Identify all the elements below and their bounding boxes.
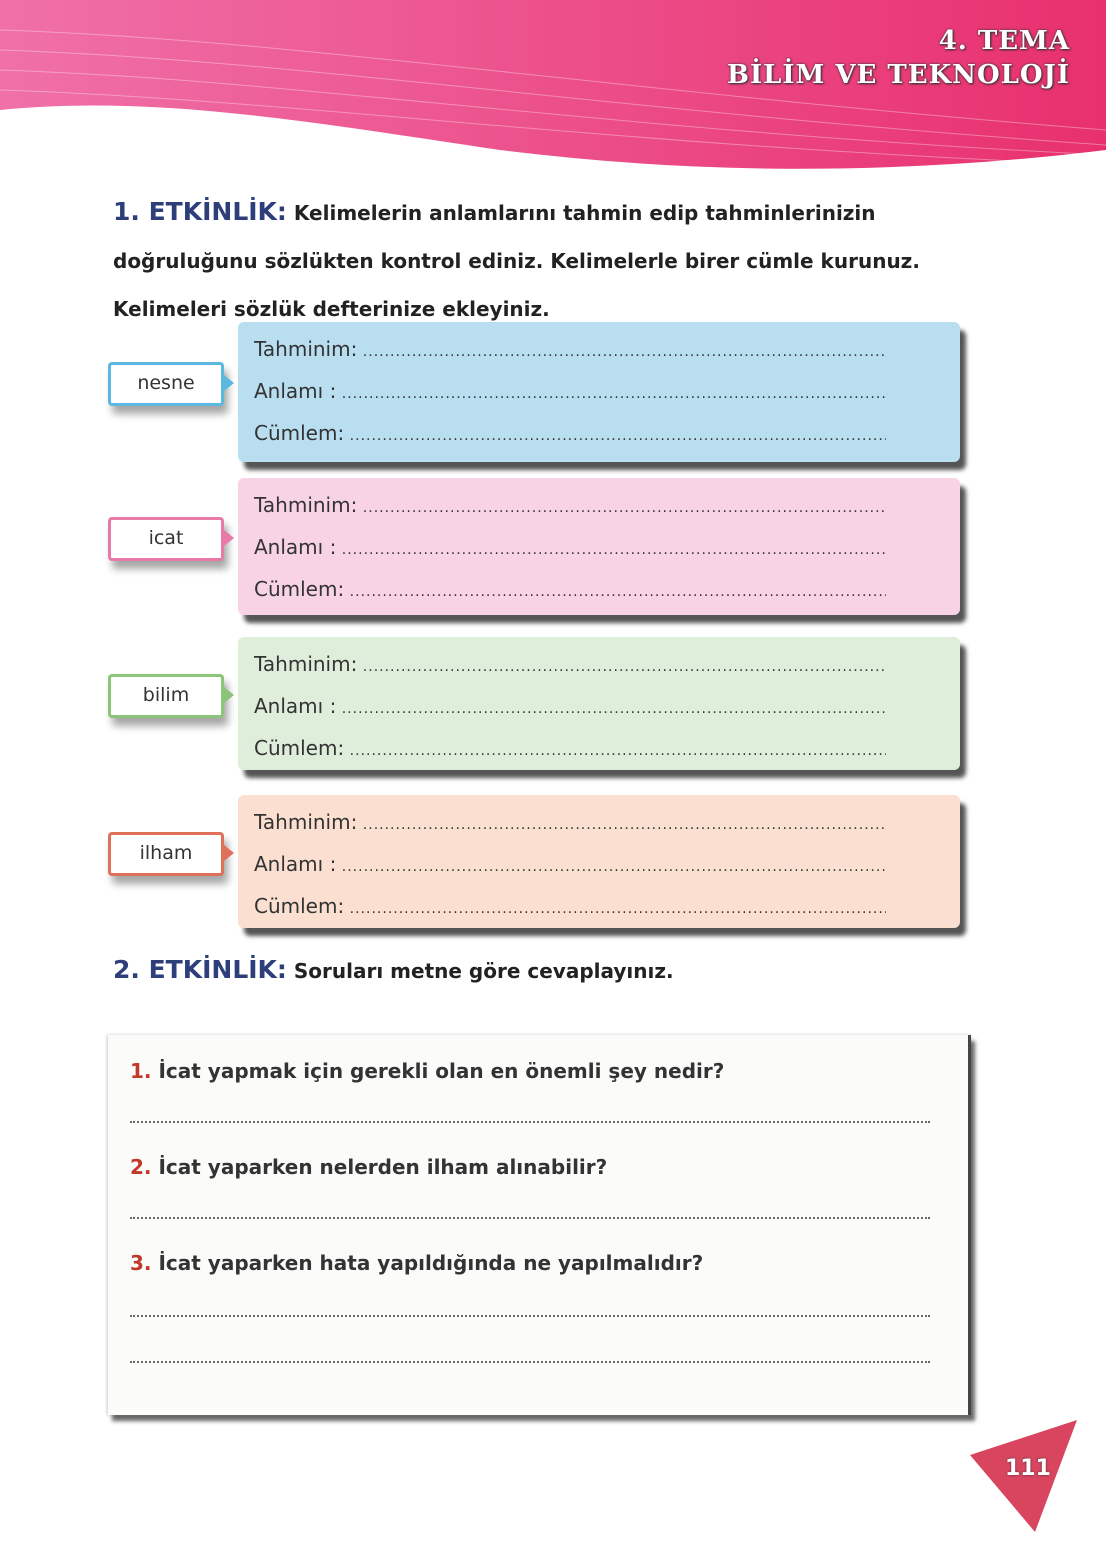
- answer-line-1[interactable]: [130, 1121, 930, 1123]
- meaning-field[interactable]: Anlamı : .....: [254, 843, 886, 885]
- guess-field[interactable]: Tahminim: .....: [254, 643, 886, 685]
- theme-heading: [727, 24, 1070, 92]
- word-box: [238, 322, 960, 462]
- activity1-text: Kelimelerin anlamlarını tahmin edip tahminlerinizin doğruluğunu sözlükten kontrol ediniz. Kelimelerle birer cümle kurunuz. Kelimeleri sözlük defterinize ekleyiniz.: [113, 201, 920, 321]
- word-tag: bilim: [108, 674, 224, 718]
- meaning-field[interactable]: Anlamı : .....: [254, 526, 886, 568]
- sentence-field[interactable]: Cümlem: .....: [254, 412, 886, 454]
- word-row-ilham: [108, 795, 978, 928]
- answer-line-4[interactable]: [130, 1361, 930, 1363]
- activity2-label: 2. ETKİNLİK:: [113, 955, 287, 984]
- word-box: [238, 637, 960, 770]
- answer-line-3[interactable]: [130, 1315, 930, 1317]
- word-box: [238, 478, 960, 615]
- meaning-field[interactable]: Anlamı : .....: [254, 370, 886, 412]
- word-tag: icat: [108, 517, 224, 561]
- questions-box: [108, 1035, 971, 1415]
- sentence-field[interactable]: Cümlem: .....: [254, 727, 886, 769]
- word-row-nesne: [108, 322, 978, 462]
- meaning-field[interactable]: Anlamı : .....: [254, 685, 886, 727]
- word-row-bilim: [108, 637, 978, 770]
- activity2-text: Soruları metne göre cevaplayınız.: [293, 959, 674, 983]
- activity2-heading: [113, 955, 674, 984]
- word-tag: ilham: [108, 832, 224, 876]
- page-number: 111: [1005, 1456, 1051, 1481]
- question-2: 2. İcat yaparken nelerden ilham alınabilir?: [130, 1155, 608, 1179]
- guess-field[interactable]: Tahminim: .....: [254, 484, 886, 526]
- guess-field[interactable]: Tahminim: .....: [254, 801, 886, 843]
- sentence-field[interactable]: Cümlem: .....: [254, 568, 886, 610]
- activity1-instruction: [113, 188, 983, 333]
- word-tag: nesne: [108, 362, 224, 406]
- word-box: [238, 795, 960, 928]
- guess-field[interactable]: Tahminim: .....: [254, 328, 886, 370]
- sentence-field[interactable]: Cümlem: .....: [254, 885, 886, 927]
- question-3: 3. İcat yaparken hata yapıldığında ne yapılmalıdır?: [130, 1251, 704, 1275]
- question-1: 1. İcat yapmak için gerekli olan en önemli şey nedir?: [130, 1059, 725, 1083]
- theme-number: 4. TEMA: [938, 26, 1070, 56]
- theme-title: BİLİM VE TEKNOLOJİ: [726, 60, 1070, 90]
- answer-line-2[interactable]: [130, 1217, 930, 1219]
- word-row-icat: [108, 478, 978, 615]
- activity1-label: 1. ETKİNLİK:: [113, 197, 287, 226]
